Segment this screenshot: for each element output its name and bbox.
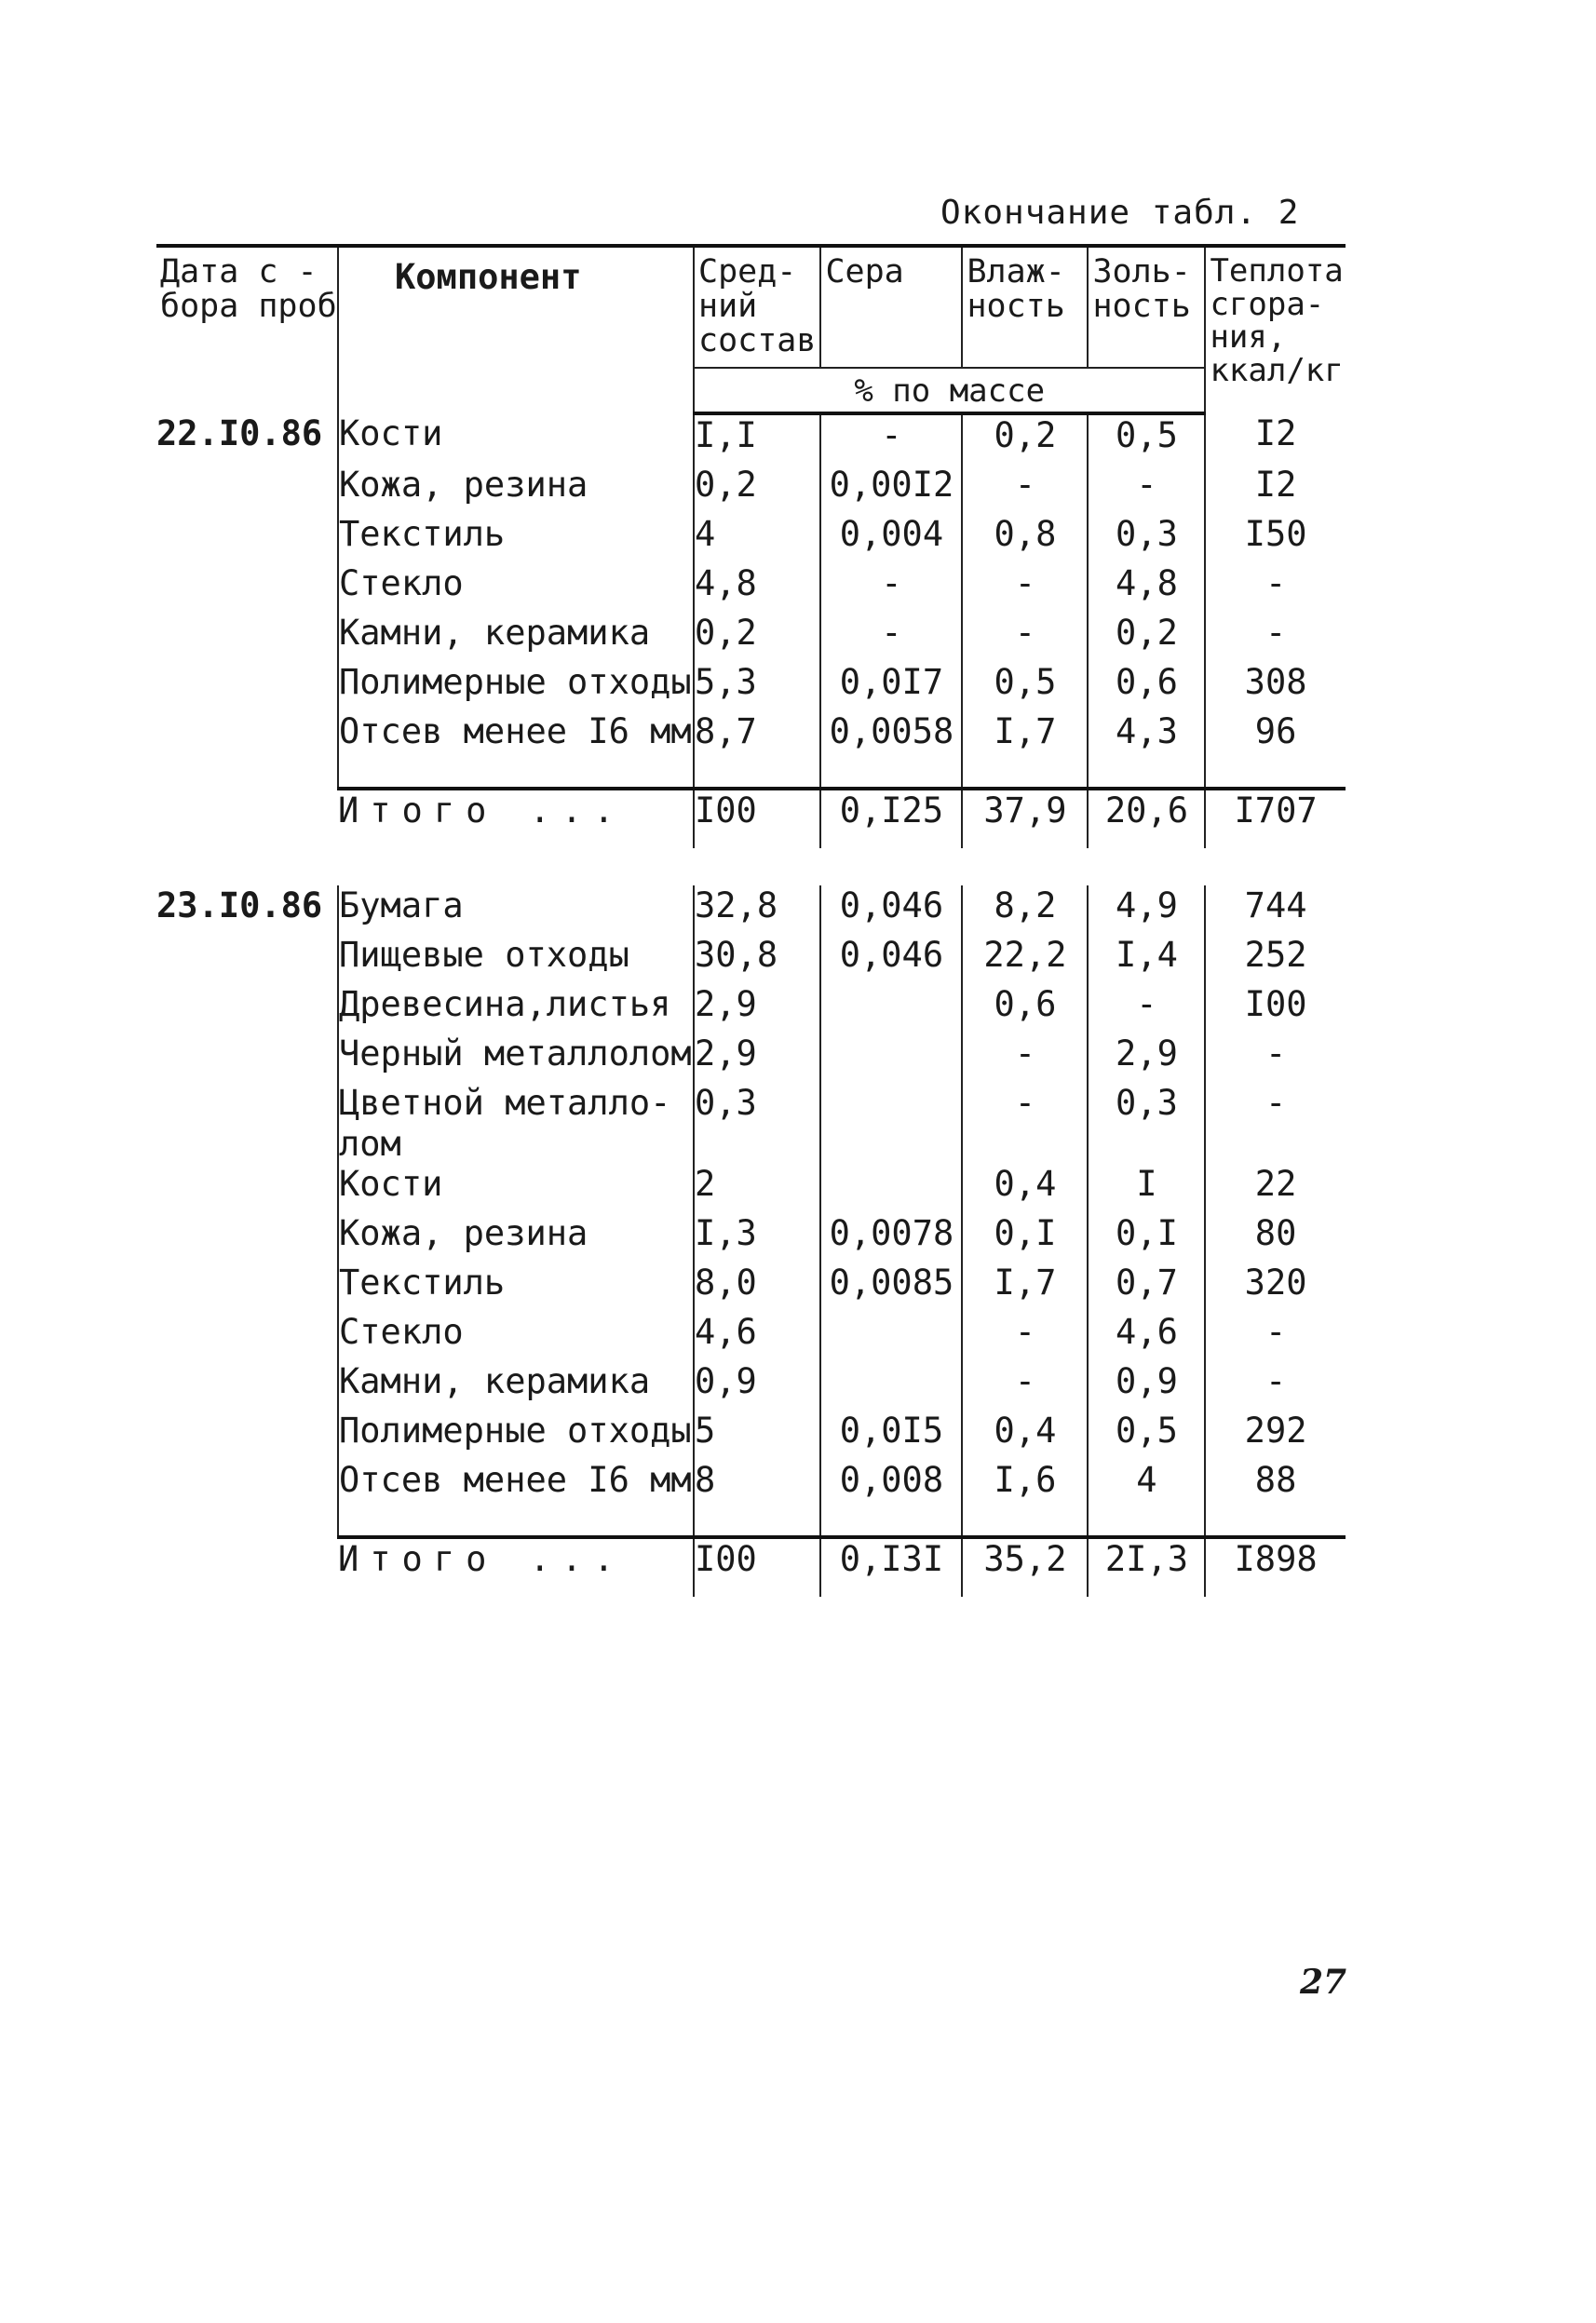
ash-cell: 0,3 bbox=[1088, 514, 1205, 563]
ash-cell: I bbox=[1088, 1164, 1205, 1213]
header-average: Сред- ний состав bbox=[694, 246, 820, 368]
table-row bbox=[156, 563, 1346, 613]
heat-cell: I2 bbox=[1205, 465, 1345, 514]
table-row bbox=[156, 662, 1346, 711]
header-ash: Золь- ность bbox=[1088, 246, 1205, 368]
heat-cell: 22 bbox=[1205, 1164, 1345, 1213]
ash-cell: 4,6 bbox=[1088, 1312, 1205, 1361]
table-row bbox=[156, 984, 1346, 1033]
sulfur-cell bbox=[820, 1312, 962, 1361]
table-row bbox=[156, 1164, 1346, 1213]
average-cell: 32,8 bbox=[694, 885, 820, 935]
sample-date: 22.I0.86 bbox=[156, 413, 323, 454]
ash-cell: 2,9 bbox=[1088, 1033, 1205, 1083]
ash-cell: - bbox=[1088, 465, 1205, 514]
sulfur-cell: 0,046 bbox=[820, 885, 962, 935]
component-name: Полимерные отходы bbox=[338, 1411, 694, 1460]
component-name: Черный металлолом bbox=[338, 1033, 694, 1083]
component-name: Стекло bbox=[338, 563, 694, 613]
humidity-cell: 0,4 bbox=[962, 1164, 1088, 1213]
total-sulfur: 0,I25 bbox=[820, 789, 962, 848]
average-cell: I,3 bbox=[694, 1213, 820, 1263]
sulfur-cell: 0,0078 bbox=[820, 1213, 962, 1263]
average-cell: 2 bbox=[694, 1164, 820, 1213]
humidity-cell: - bbox=[962, 1361, 1088, 1411]
sulfur-cell: 0,0058 bbox=[820, 711, 962, 761]
table-row bbox=[156, 1213, 1346, 1263]
sulfur-cell: 0,00I2 bbox=[820, 465, 962, 514]
average-cell: 2,9 bbox=[694, 984, 820, 1033]
component-name: Полимерные отходы bbox=[338, 662, 694, 711]
sample-date-empty bbox=[156, 514, 338, 563]
average-cell: 0,9 bbox=[694, 1361, 820, 1411]
sample-date-empty bbox=[156, 1460, 338, 1509]
average-cell: 5,3 bbox=[694, 662, 820, 711]
heat-cell: 320 bbox=[1205, 1263, 1345, 1312]
total-ash: 20,6 bbox=[1088, 789, 1205, 848]
heat-cell: - bbox=[1205, 1361, 1345, 1411]
table-row bbox=[156, 1361, 1346, 1411]
humidity-cell: 0,2 bbox=[962, 413, 1088, 465]
sulfur-cell: 0,0I7 bbox=[820, 662, 962, 711]
ash-cell: I,4 bbox=[1088, 935, 1205, 984]
table-row bbox=[156, 885, 1346, 935]
sample-date-empty bbox=[156, 563, 338, 613]
humidity-cell: 22,2 bbox=[962, 935, 1088, 984]
sample-date-empty bbox=[156, 1083, 338, 1164]
humidity-cell: - bbox=[962, 465, 1088, 514]
header-heat: Теплота сгора- ния, ккал/кг bbox=[1205, 246, 1345, 413]
average-cell: 8,7 bbox=[694, 711, 820, 761]
total-spacer bbox=[156, 761, 1346, 789]
sample-date-empty bbox=[156, 1263, 338, 1312]
heat-cell: 744 bbox=[1205, 885, 1345, 935]
ash-cell: 0,6 bbox=[1088, 662, 1205, 711]
sulfur-cell bbox=[820, 1033, 962, 1083]
sulfur-cell: 0,0085 bbox=[820, 1263, 962, 1312]
total-row bbox=[156, 789, 1346, 848]
component-name: Пищевые отходы bbox=[338, 935, 694, 984]
ash-cell: 4,8 bbox=[1088, 563, 1205, 613]
humidity-cell: 0,8 bbox=[962, 514, 1088, 563]
total-label: Итого ... bbox=[338, 789, 694, 848]
header-component: Компонент bbox=[338, 246, 694, 413]
heat-cell: - bbox=[1205, 613, 1345, 662]
humidity-cell: 8,2 bbox=[962, 885, 1088, 935]
table-row bbox=[156, 1411, 1346, 1460]
component-name: Камни, керамика bbox=[338, 1361, 694, 1411]
humidity-cell: - bbox=[962, 1083, 1088, 1164]
table-body bbox=[156, 413, 1346, 1597]
table-row bbox=[156, 465, 1346, 514]
total-spacer bbox=[156, 1509, 1346, 1537]
component-name: Кожа, резина bbox=[338, 465, 694, 514]
average-cell: 8,0 bbox=[694, 1263, 820, 1312]
average-cell: 4,6 bbox=[694, 1312, 820, 1361]
sample-date: 23.I0.86 bbox=[156, 885, 323, 926]
table-row bbox=[156, 1460, 1346, 1509]
average-cell: I,I bbox=[694, 413, 820, 465]
component-name: Отсев менее I6 мм bbox=[338, 1460, 694, 1509]
humidity-cell: - bbox=[962, 563, 1088, 613]
table-header bbox=[156, 246, 1346, 413]
sample-date-empty bbox=[156, 1213, 338, 1263]
header-unit: % по массе bbox=[694, 368, 1205, 413]
sample-date-empty bbox=[156, 1033, 338, 1083]
average-cell: 0,2 bbox=[694, 613, 820, 662]
sulfur-cell: - bbox=[820, 613, 962, 662]
table-row bbox=[156, 1033, 1346, 1083]
data-table bbox=[156, 244, 1346, 1597]
header-date: Дата с - бора проб bbox=[156, 246, 338, 413]
ash-cell: 0,9 bbox=[1088, 1361, 1205, 1411]
sample-date-empty bbox=[156, 1411, 338, 1460]
sulfur-cell: 0,004 bbox=[820, 514, 962, 563]
humidity-cell: 0,6 bbox=[962, 984, 1088, 1033]
total-humidity: 35,2 bbox=[962, 1537, 1088, 1597]
ash-cell: 0,5 bbox=[1088, 413, 1205, 465]
humidity-cell: I,7 bbox=[962, 711, 1088, 761]
sulfur-cell: 0,046 bbox=[820, 935, 962, 984]
component-name: Текстиль bbox=[338, 514, 694, 563]
sample-date-empty bbox=[156, 1312, 338, 1361]
sulfur-cell: - bbox=[820, 563, 962, 613]
heat-cell: - bbox=[1205, 1312, 1345, 1361]
humidity-cell: - bbox=[962, 613, 1088, 662]
component-name: Отсев менее I6 мм bbox=[338, 711, 694, 761]
component-name: Текстиль bbox=[338, 1263, 694, 1312]
ash-cell: 0,2 bbox=[1088, 613, 1205, 662]
total-date-empty bbox=[156, 789, 338, 848]
total-label: Итого ... bbox=[338, 1537, 694, 1597]
humidity-cell: I,6 bbox=[962, 1460, 1088, 1509]
table-row bbox=[156, 514, 1346, 563]
total-sulfur: 0,I3I bbox=[820, 1537, 962, 1597]
ash-cell: 4,3 bbox=[1088, 711, 1205, 761]
component-name: Камни, керамика bbox=[338, 613, 694, 662]
heat-cell: - bbox=[1205, 1033, 1345, 1083]
header-humidity: Влаж- ность bbox=[962, 246, 1088, 368]
sulfur-cell bbox=[820, 1164, 962, 1213]
page-number: 27 bbox=[1300, 1963, 1347, 2002]
sample-date-empty bbox=[156, 613, 338, 662]
table-row bbox=[156, 613, 1346, 662]
ash-cell: - bbox=[1088, 984, 1205, 1033]
ash-cell: 0,7 bbox=[1088, 1263, 1205, 1312]
humidity-cell: 0,I bbox=[962, 1213, 1088, 1263]
ash-cell: 0,3 bbox=[1088, 1083, 1205, 1164]
component-name: Бумага bbox=[338, 885, 694, 935]
ash-cell: 4,9 bbox=[1088, 885, 1205, 935]
total-average: I00 bbox=[694, 1537, 820, 1597]
heat-cell: I2 bbox=[1205, 413, 1345, 465]
average-cell: 8 bbox=[694, 1460, 820, 1509]
humidity-cell: - bbox=[962, 1033, 1088, 1083]
humidity-cell: I,7 bbox=[962, 1263, 1088, 1312]
ash-cell: 0,5 bbox=[1088, 1411, 1205, 1460]
total-row bbox=[156, 1537, 1346, 1597]
sulfur-cell bbox=[820, 1083, 962, 1164]
table-row bbox=[156, 711, 1346, 761]
average-cell: 4,8 bbox=[694, 563, 820, 613]
sample-date-empty bbox=[156, 1164, 338, 1213]
average-cell: 30,8 bbox=[694, 935, 820, 984]
humidity-cell: 0,4 bbox=[962, 1411, 1088, 1460]
heat-cell: 96 bbox=[1205, 711, 1345, 761]
sample-date-empty bbox=[156, 662, 338, 711]
total-date-empty bbox=[156, 1537, 338, 1597]
heat-cell: - bbox=[1205, 563, 1345, 613]
average-cell: 2,9 bbox=[694, 1033, 820, 1083]
sulfur-cell: 0,008 bbox=[820, 1460, 962, 1509]
component-name: Стекло bbox=[338, 1312, 694, 1361]
component-name: Цветной металло- лом bbox=[338, 1083, 694, 1164]
total-heat: I898 bbox=[1205, 1537, 1345, 1597]
average-cell: 5 bbox=[694, 1411, 820, 1460]
heat-cell: 80 bbox=[1205, 1213, 1345, 1263]
sample-date-empty bbox=[156, 984, 338, 1033]
total-average: I00 bbox=[694, 789, 820, 848]
component-name: Древесина,листья bbox=[338, 984, 694, 1033]
table-row bbox=[156, 1083, 1346, 1164]
heat-cell: 88 bbox=[1205, 1460, 1345, 1509]
humidity-cell: - bbox=[962, 1312, 1088, 1361]
average-cell: 4 bbox=[694, 514, 820, 563]
total-heat: I707 bbox=[1205, 789, 1345, 848]
sulfur-cell bbox=[820, 984, 962, 1033]
section-spacer bbox=[156, 848, 1346, 885]
sample-date-empty bbox=[156, 465, 338, 514]
total-humidity: 37,9 bbox=[962, 789, 1088, 848]
sample-date-empty bbox=[156, 935, 338, 984]
average-cell: 0,3 bbox=[694, 1083, 820, 1164]
total-ash: 2I,3 bbox=[1088, 1537, 1205, 1597]
heat-cell: 252 bbox=[1205, 935, 1345, 984]
table-row bbox=[156, 1263, 1346, 1312]
component-name: Кожа, резина bbox=[338, 1213, 694, 1263]
heat-cell: - bbox=[1205, 1083, 1345, 1164]
average-cell: 0,2 bbox=[694, 465, 820, 514]
sample-date-empty bbox=[156, 711, 338, 761]
sulfur-cell: 0,0I5 bbox=[820, 1411, 962, 1460]
table-row bbox=[156, 413, 1346, 465]
header-sulfur: Сера bbox=[820, 246, 962, 368]
ash-cell: 0,I bbox=[1088, 1213, 1205, 1263]
ash-cell: 4 bbox=[1088, 1460, 1205, 1509]
table-caption: Окончание табл. 2 bbox=[940, 194, 1300, 232]
sulfur-cell bbox=[820, 1361, 962, 1411]
table-row bbox=[156, 935, 1346, 984]
component-name: Кости bbox=[338, 1164, 694, 1213]
table-row bbox=[156, 1312, 1346, 1361]
humidity-cell: 0,5 bbox=[962, 662, 1088, 711]
heat-cell: 292 bbox=[1205, 1411, 1345, 1460]
heat-cell: I50 bbox=[1205, 514, 1345, 563]
sample-date-empty bbox=[156, 1361, 338, 1411]
sulfur-cell: - bbox=[820, 413, 962, 465]
component-name: Кости bbox=[338, 413, 694, 465]
heat-cell: 308 bbox=[1205, 662, 1345, 711]
heat-cell: I00 bbox=[1205, 984, 1345, 1033]
